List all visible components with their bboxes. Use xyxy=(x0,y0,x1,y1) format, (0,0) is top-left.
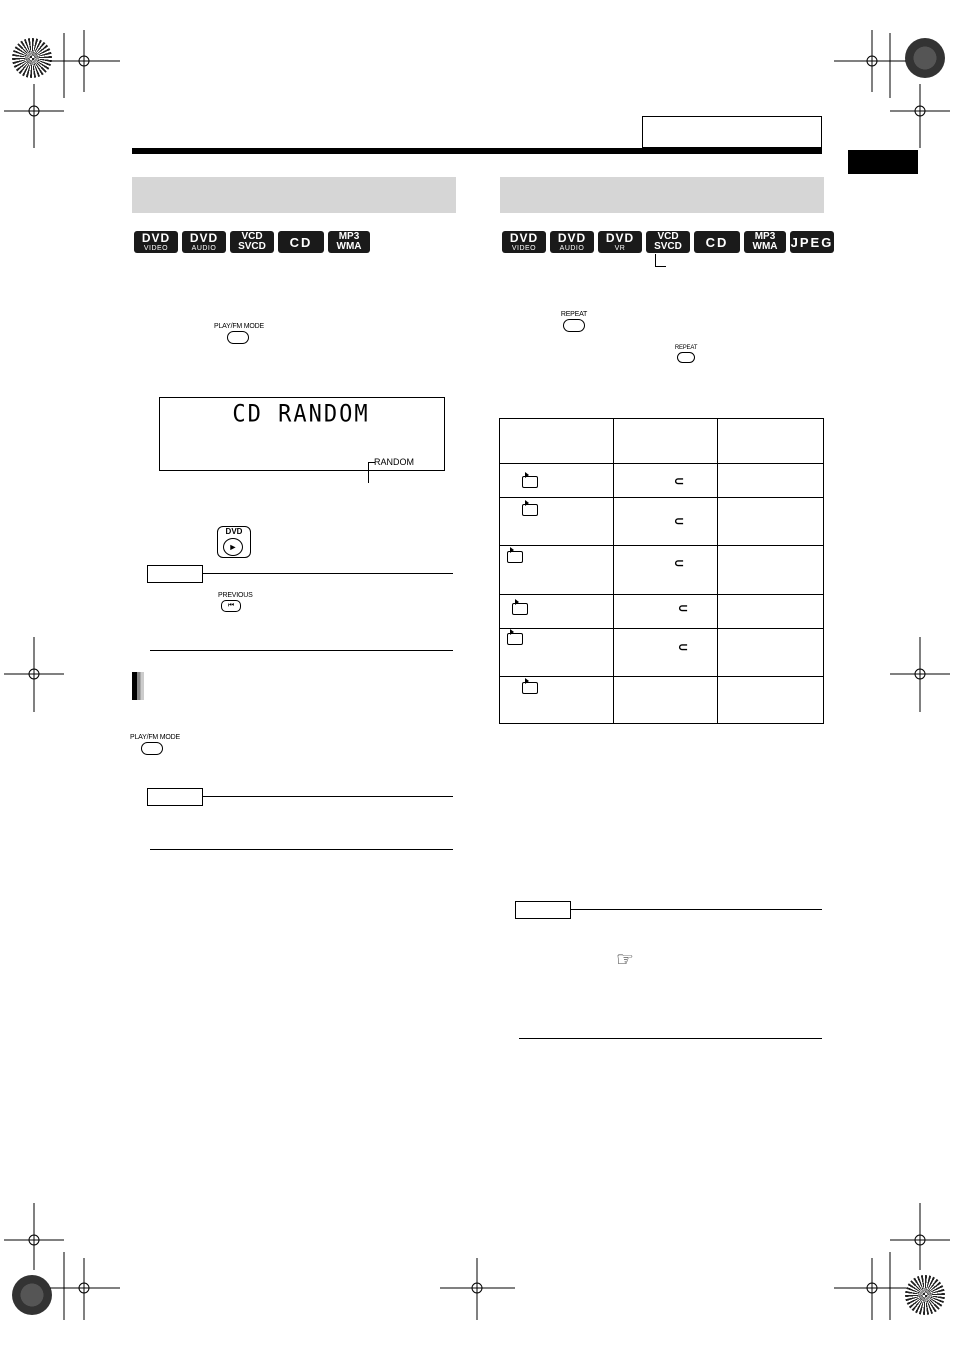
note-rule-top xyxy=(203,796,453,797)
repeat-icon xyxy=(512,603,528,615)
reference-icon: ☞ xyxy=(616,949,634,971)
repeat-icon xyxy=(522,476,538,488)
note-label-box xyxy=(515,901,571,919)
oval-button-icon xyxy=(227,331,249,344)
badge-vcd-svcd: VCD SVCD xyxy=(646,231,690,253)
header-label-box xyxy=(642,116,822,148)
loop-icon: ⊂ xyxy=(674,474,685,488)
oval-button-icon xyxy=(141,742,163,755)
repeat-label: REPEAT xyxy=(674,345,698,351)
badge-dvd-video: DVD VIDEO xyxy=(502,231,546,253)
play-fm-mode-button[interactable] xyxy=(214,323,262,344)
badge-dvd-audio: DVD AUDIO xyxy=(182,231,226,253)
badge-jpeg: JPEG xyxy=(790,231,834,253)
note-rule-bottom xyxy=(150,849,453,850)
disc-badges-left xyxy=(134,231,370,253)
note-rule-bottom xyxy=(519,1038,822,1039)
repeat-icon xyxy=(507,633,523,645)
play-fm-mode-button-2[interactable] xyxy=(130,734,178,755)
play-fm-mode-label: PLAY/FM MODE xyxy=(130,734,180,741)
side-tab xyxy=(848,150,918,174)
skip-back-icon: ⏮ xyxy=(221,600,241,612)
oval-button-icon xyxy=(563,319,585,332)
badge-callout-line xyxy=(655,254,666,267)
repeat-mode-table xyxy=(499,418,824,724)
note-rule-top xyxy=(571,909,822,910)
note-rule-top xyxy=(203,573,453,574)
play-fm-mode-label: PLAY/FM MODE xyxy=(214,323,264,330)
badge-mp3-wma: MP3 WMA xyxy=(744,231,786,253)
repeat-button-small[interactable] xyxy=(670,345,702,363)
section-band-left xyxy=(132,177,456,213)
dvd-label: DVD xyxy=(225,527,243,536)
play-icon: ► xyxy=(223,538,243,556)
badge-vcd-svcd: VCD SVCD xyxy=(230,231,274,253)
previous-button[interactable] xyxy=(214,592,260,612)
header-rule xyxy=(132,148,822,154)
repeat-button[interactable] xyxy=(556,311,592,332)
previous-label: PREVIOUS xyxy=(218,592,253,599)
disc-badges-right xyxy=(502,231,834,253)
repeat-icon xyxy=(507,551,523,563)
note-rule-bottom xyxy=(150,650,453,651)
badge-dvd-vr: DVD VR xyxy=(598,231,642,253)
loop-icon: ⊂ xyxy=(678,601,689,615)
loop-icon: ⊂ xyxy=(678,640,689,654)
repeat-label: REPEAT xyxy=(560,311,588,318)
badge-dvd-audio: DVD AUDIO xyxy=(550,231,594,253)
random-indicator: RANDOM xyxy=(374,457,414,467)
loop-icon: ⊂ xyxy=(674,556,685,570)
note-label-box xyxy=(147,788,203,806)
loop-icon: ⊂ xyxy=(674,514,685,528)
section-band-right xyxy=(500,177,824,213)
repeat-icon xyxy=(522,504,538,516)
oval-button-icon xyxy=(677,352,695,363)
badge-dvd-video: DVD VIDEO xyxy=(134,231,178,253)
note-label-box xyxy=(147,565,203,583)
display-text: CD RANDOM xyxy=(232,400,370,429)
badge-cd: CD xyxy=(278,231,324,253)
subsection-marker xyxy=(132,672,144,700)
repeat-icon xyxy=(522,682,538,694)
badge-cd: CD xyxy=(694,231,740,253)
dvd-play-button[interactable] xyxy=(217,526,251,558)
badge-mp3-wma: MP3 WMA xyxy=(328,231,370,253)
